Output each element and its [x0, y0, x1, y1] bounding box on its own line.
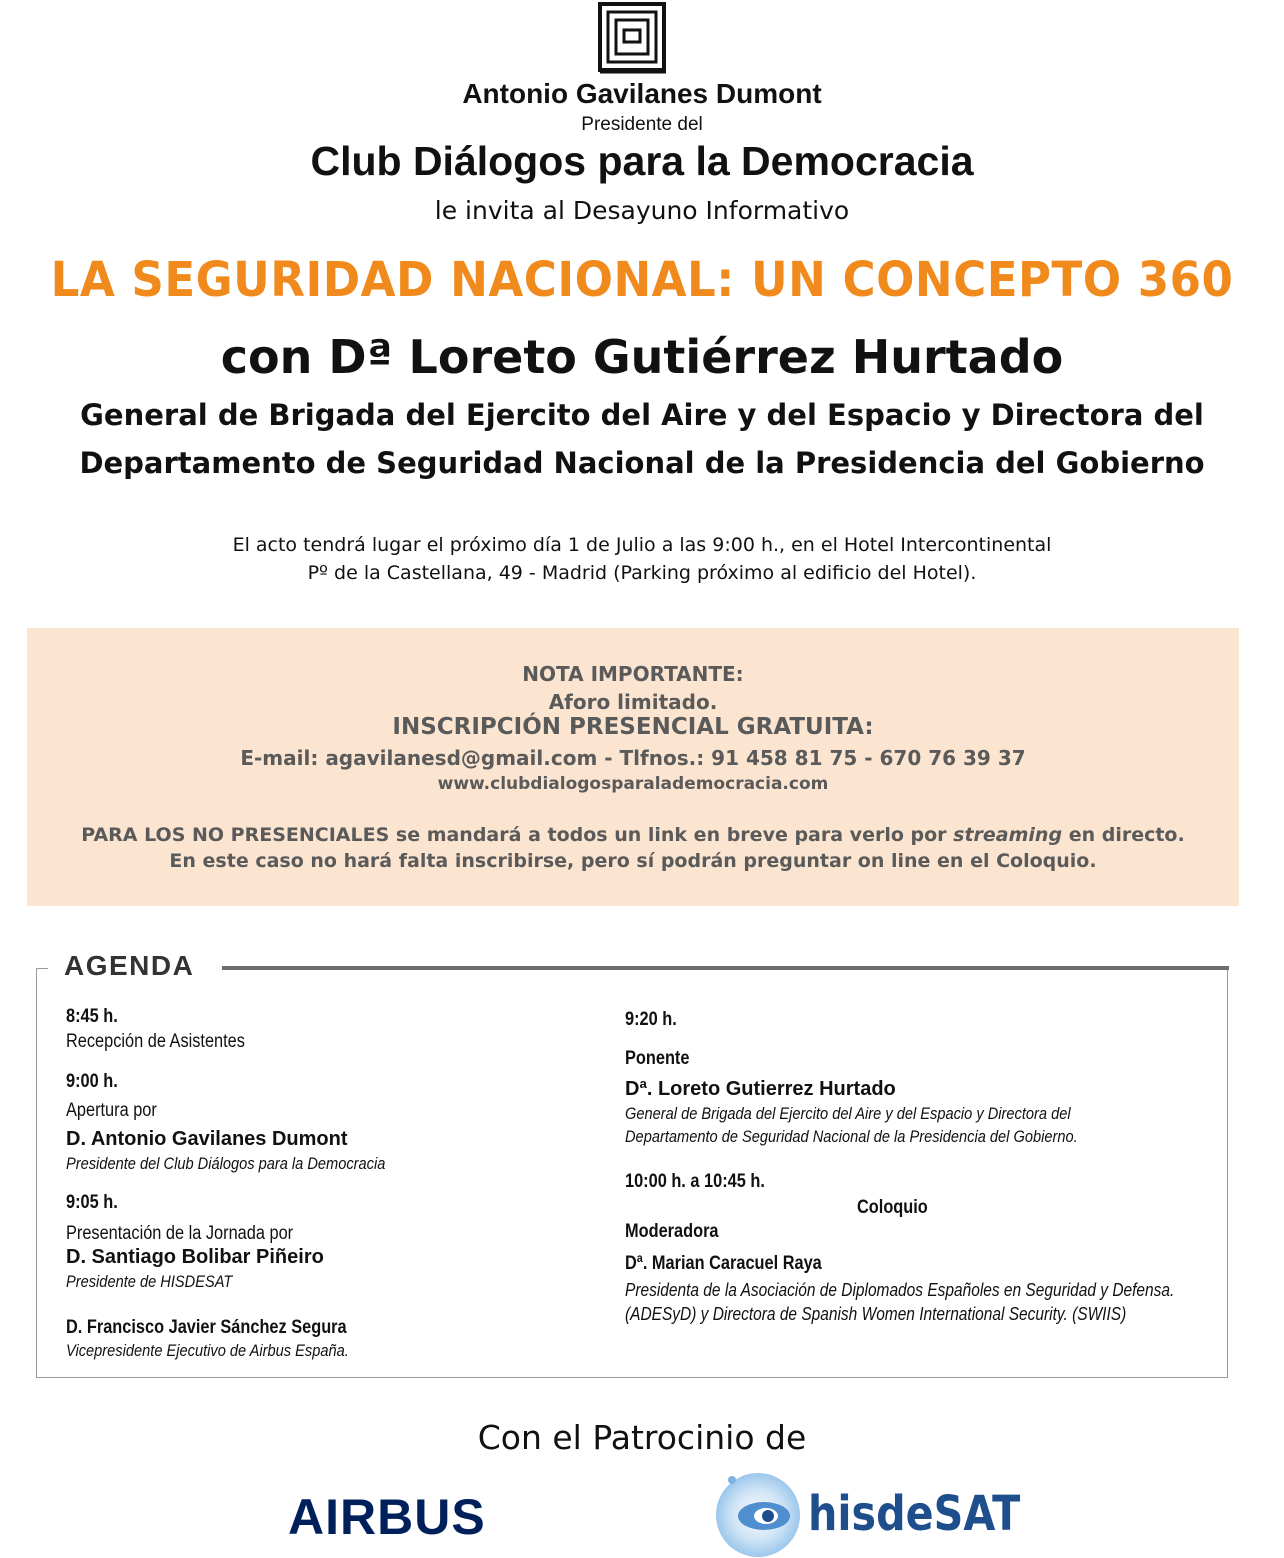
agenda-title: AGENDA: [64, 950, 195, 981]
agenda-role-caracuel-2: (ADESyD) y Directora de Spanish Women International Security. (SWIIS): [625, 1304, 1127, 1324]
note-remote-text-a: se mandará a todos un link en breve para verlo por: [389, 824, 954, 846]
note-remote-strong: PARA LOS NO PRESENCIALES: [81, 824, 390, 846]
agenda-time-845: 8:45 h.: [66, 1006, 118, 1027]
agenda-title-rule: [222, 966, 1229, 970]
agenda-time-920: 9:20 h.: [625, 1009, 677, 1030]
note-capacity: Aforo limitado.: [548, 690, 718, 714]
agenda-person-sanchez: D. Francisco Javier Sánchez Segura: [66, 1317, 347, 1338]
agenda-role-caracuel-1: Presidenta de la Asociación de Diplomados Españoles en Seguridad y Defensa.: [625, 1280, 1175, 1300]
note-remote-line-1: [27, 824, 1239, 846]
agenda-person-gutierrez: Dª. Loreto Gutierrez Hurtado: [625, 1078, 896, 1100]
agenda-person-gavilanes: D. Antonio Gavilanes Dumont: [66, 1128, 348, 1150]
agenda-frame-top-left: [36, 968, 48, 969]
agenda-text-reception: Recepción de Asistentes: [66, 1031, 245, 1052]
agenda-role-gutierrez-1: General de Brigada del Ejercito del Aire y del Espacio y Directora del: [625, 1104, 1071, 1123]
agenda-role-sanchez: Vicepresidente Ejecutivo de Airbus España.: [66, 1341, 349, 1360]
note-remote-line-2: En este caso no hará falta inscribirse, pero sí podrán preguntar on line en el Coloquio.: [169, 850, 1097, 872]
note-registration: INSCRIPCIÓN PRESENCIAL GRATUITA:: [392, 714, 874, 740]
agenda-time-905: 9:05 h.: [66, 1192, 118, 1213]
speaker-role-line-2: Departamento de Seguridad Nacional de la Presidencia del Gobierno: [79, 446, 1205, 480]
venue-line-1: El acto tendrá lugar el próximo día 1 de Julio a las 9:00 h., en el Hotel Intercontinental: [232, 534, 1052, 556]
airbus-logo: AIRBUS: [288, 1489, 486, 1545]
speaker-role-line-1: General de Brigada del Ejercito del Aire y del Espacio y Directora del: [80, 398, 1204, 432]
agenda-person-caracuel: Dª. Marian Caracuel Raya: [625, 1253, 822, 1274]
club-name: Club Diálogos para la Democracia: [310, 138, 974, 184]
hisdesat-wordmark: hisdeSAT: [808, 1486, 1021, 1542]
agenda-role-gavilanes: Presidente del Club Diálogos para la Democracia: [66, 1154, 386, 1173]
note-website: www.clubdialogosparalademocracia.com: [437, 774, 829, 794]
agenda-text-presentation: Presentación de la Jornada por: [66, 1223, 294, 1244]
note-remote-streaming: streaming: [953, 824, 1063, 846]
hisdesat-logo: [714, 1472, 1021, 1558]
agenda-person-bolibar: D. Santiago Bolibar Piñeiro: [66, 1246, 324, 1268]
note-heading: NOTA IMPORTANTE:: [522, 662, 744, 686]
agenda-time-900: 9:00 h.: [66, 1071, 118, 1092]
president-role: Presidente del: [581, 114, 703, 135]
agenda-label-moderadora: Moderadora: [625, 1221, 719, 1242]
agenda-time-1000: 10:00 h. a 10:45 h.: [625, 1171, 765, 1192]
sponsor-heading: Con el Patrocinio de: [477, 1418, 807, 1457]
note-remote-text-b: en directo.: [1062, 824, 1185, 846]
agenda-text-opening: Apertura por: [66, 1100, 157, 1121]
agenda-role-gutierrez-2: Departamento de Seguridad Nacional de la Presidencia del Gobierno.: [625, 1127, 1078, 1146]
note-contact: E-mail: agavilanesd@gmail.com - Tlfnos.: 91 458 81 75 - 670 76 39 37: [240, 746, 1026, 770]
club-logo-icon: [598, 2, 668, 74]
invite-line: le invita al Desayuno Informativo: [434, 196, 850, 225]
president-name: Antonio Gavilanes Dumont: [462, 78, 822, 109]
event-title: LA SEGURIDAD NACIONAL: UN CONCEPTO 360: [50, 252, 1234, 308]
agenda-role-bolibar: Presidente de HISDESAT: [66, 1272, 233, 1291]
agenda-label-ponente: Ponente: [625, 1048, 690, 1069]
venue-line-2: Pº de la Castellana, 49 - Madrid (Parking próximo al edificio del Hotel).: [307, 562, 977, 584]
agenda-coloquio: Coloquio: [857, 1197, 928, 1218]
speaker-name: con Dª Loreto Gutiérrez Hurtado: [220, 330, 1064, 384]
